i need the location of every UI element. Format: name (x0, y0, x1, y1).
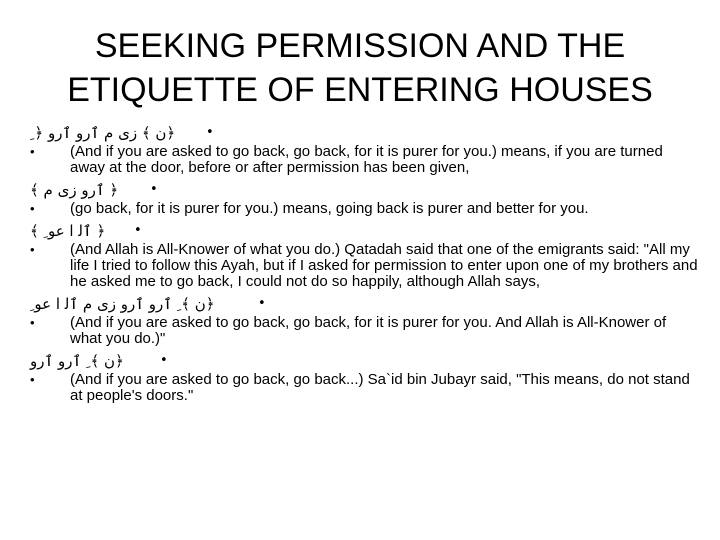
list-item (30, 315, 700, 347)
arabic-text: ﴿ن ﴾ ِ ٱرو ٱرو زى م ٱﻟ ﺍ ﻋﻮ ِ (30, 295, 215, 313)
arabic-text: ﴿ن ﴾ ِ ٱرو ٱرو (30, 352, 124, 370)
arabic-verse-4 (30, 293, 700, 315)
bullet-icon: • (206, 125, 214, 140)
arabic-verse-2 (30, 179, 700, 201)
arabic-text: ﴿ ٱرو زى م ﴾ (30, 181, 119, 199)
bullet-icon: • (150, 182, 158, 197)
title-line-1: SEEKING PERMISSION AND THE (94, 27, 626, 65)
slide-title (40, 24, 680, 112)
list-item (30, 144, 700, 176)
bullet-icon: • (160, 353, 168, 368)
paragraph: (And if you are asked to go back, go back, for it is purer for you. And Allah is All-Knower of what you do.)" (70, 314, 667, 347)
paragraph: (go back, for it is purer for you.) means, going back is purer and better for you. (70, 200, 589, 217)
arabic-verse-5 (30, 350, 700, 372)
arabic-verse-3 (30, 220, 700, 242)
bullet-icon: • (30, 144, 35, 159)
bullet-icon: • (30, 242, 35, 257)
list-item (30, 201, 700, 217)
paragraph: (And Allah is All-Knower of what you do.) Qatadah said that one of the emigrants said: "All my life I tried to follow this Ayah, but if I asked for permission to enter upon one of my brothers and he asked me to go back, I could not do so happily, although Allah says, (70, 241, 698, 290)
arabic-text: ﴿ ٱﻟ ﺍ ﻋﻮ ِ ﴾ (30, 222, 106, 240)
slide-content (30, 122, 700, 404)
paragraph: (And if you are asked to go back, go back, for it is purer for you.) means, if you are turned away at the door, before or after permission has been given, (70, 143, 663, 176)
arabic-text: ﴿ن ﴾ زى م ٱرو ٱرو ﴿ ِ (30, 124, 176, 142)
paragraph: (And if you are asked to go back, go back...) Sa`id bin Jubayr said, "This means, do not stand at people's doors." (70, 371, 690, 404)
list-item (30, 372, 700, 404)
bullet-icon: • (134, 223, 142, 238)
title-line-2: ETIQUETTE OF ENTERING HOUSES (67, 71, 653, 109)
arabic-verse-1 (30, 122, 700, 144)
bullet-icon: • (30, 315, 35, 330)
list-item (30, 242, 700, 290)
bullet-icon: • (30, 201, 35, 216)
bullet-icon: • (258, 296, 266, 311)
bullet-icon: • (30, 372, 35, 387)
